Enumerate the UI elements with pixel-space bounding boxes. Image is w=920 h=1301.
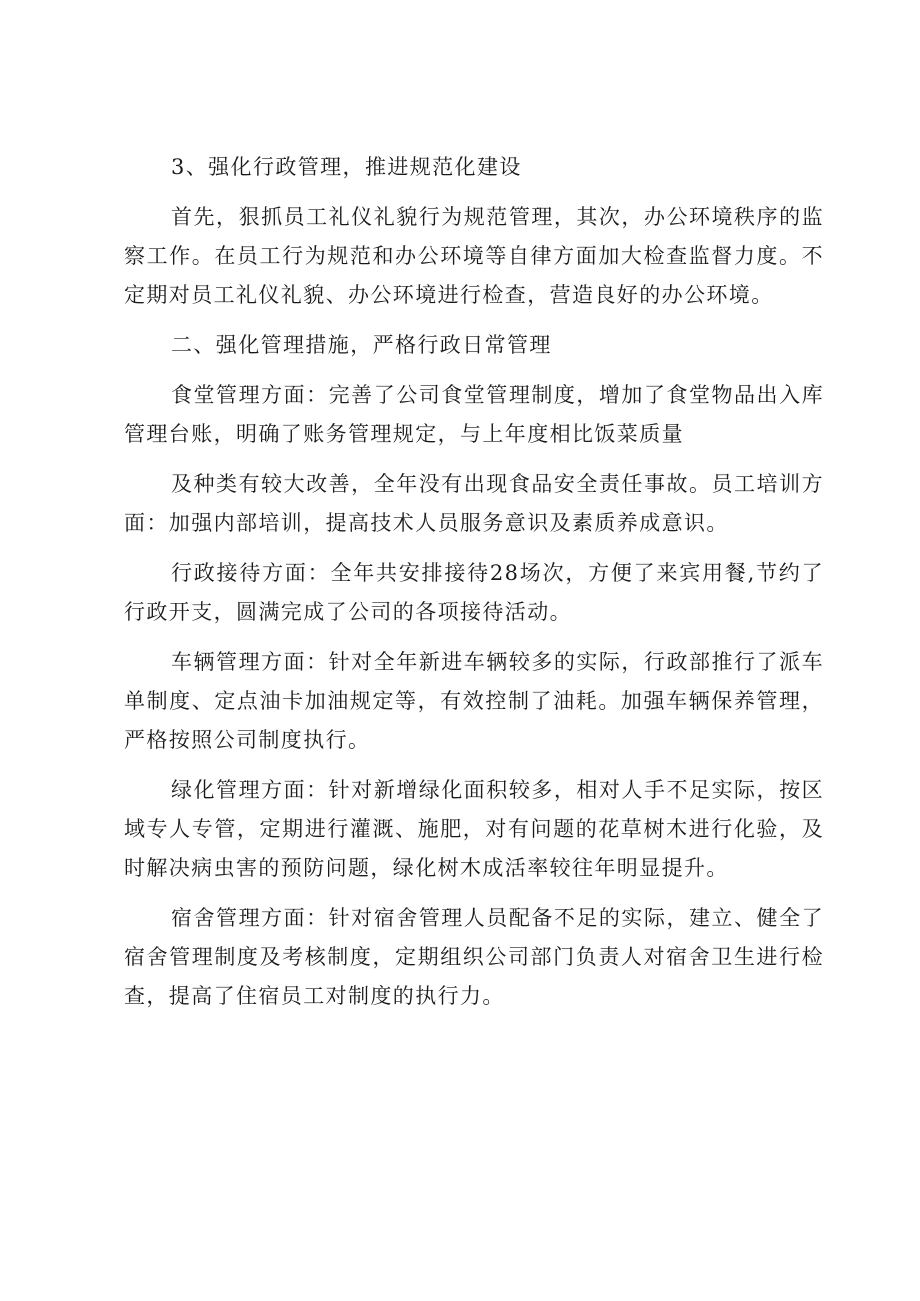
paragraph-canteen-training: 及种类有较大改善，全年没有出现食品安全责任事故。员工培训方面：加强内部培训，提高技术人员服务意识及素质养成意识。 <box>124 472 824 535</box>
paragraph-canteen: 食堂管理方面：完善了公司食堂管理制度，增加了食堂物品出入库管理台账，明确了账务管理规定，与上年度相比饭菜质量 <box>124 383 824 446</box>
section-heading-administration: 3、强化行政管理，推进规范化建设 <box>171 155 522 179</box>
paragraph-vehicles: 车辆管理方面：针对全年新进车辆较多的实际，行政部推行了派车单制度、定点油卡加油规定等，有效控制了油耗。加强车辆保养管理，严格按照公司制度执行。 <box>124 650 824 752</box>
paragraph-greening: 绿化管理方面：针对新增绿化面积较多，相对人手不足实际，按区域专人专管，定期进行灌溉、施肥，对有问题的花草树木进行化验，及时解决病虫害的预防问题，绿化树木成活率较往年明显提升。 <box>124 778 824 880</box>
section-heading-daily-management: 二、强化管理措施，严格行政日常管理 <box>171 333 552 357</box>
paragraph-reception: 行政接待方面：全年共安排接待28场次，方便了来宾用餐,节约了行政开支，圆满完成了公司的各项接待活动。 <box>124 561 824 624</box>
document-body <box>124 148 824 1027</box>
paragraph-dormitory: 宿舍管理方面：针对宿舍管理人员配备不足的实际，建立、健全了宿舍管理制度及考核制度，定期组织公司部门负责人对宿舍卫生进行检查，提高了住宿员工对制度的执行力。 <box>124 906 824 1008</box>
paragraph-etiquette-office: 首先，狠抓员工礼仪礼貌行为规范管理，其次，办公环境秩序的监察工作。在员工行为规范和办公环境等自律方面加大检查监督力度。不定期对员工礼仪礼貌、办公环境进行检查，营造良好的办公环境。 <box>124 205 824 307</box>
